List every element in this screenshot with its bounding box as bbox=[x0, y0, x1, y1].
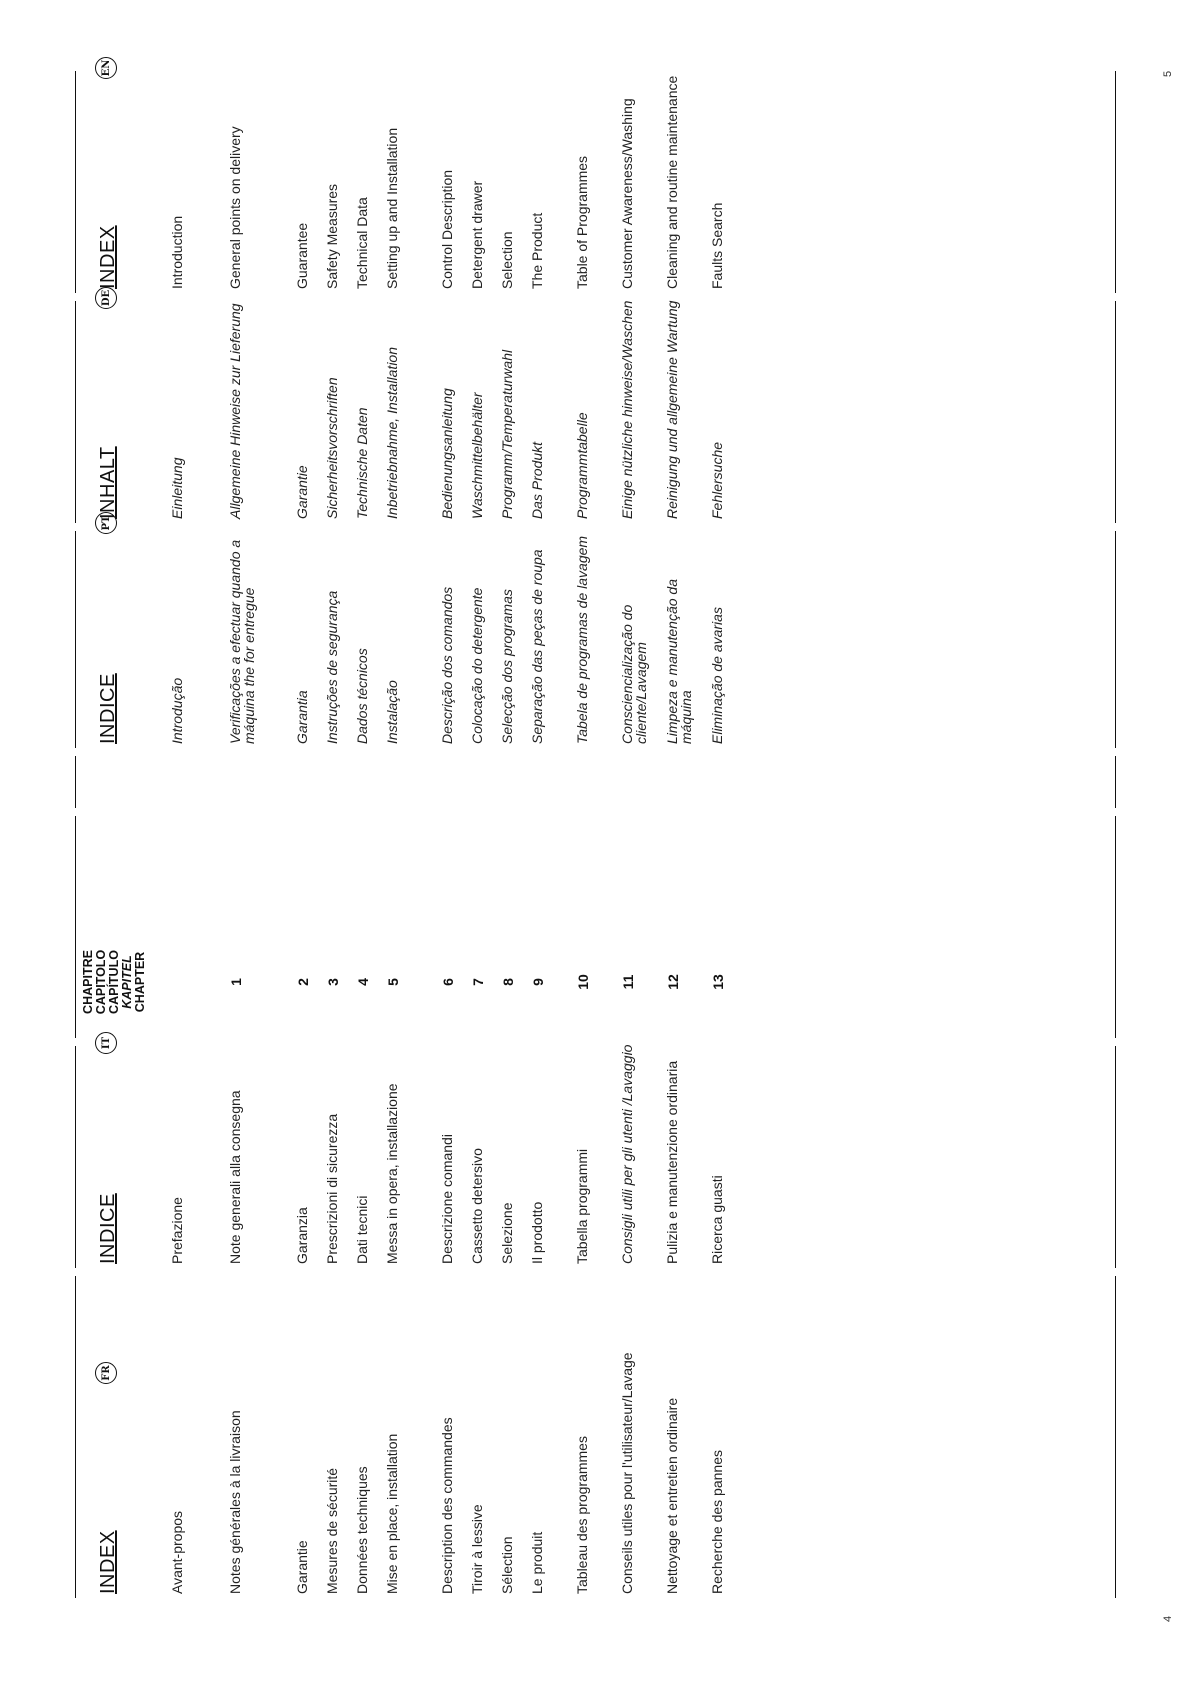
top-rule-3 bbox=[75, 756, 76, 808]
bottom-rule-4 bbox=[1115, 531, 1116, 748]
bottom-rule-0 bbox=[1115, 1276, 1116, 1598]
en-index-entry: General points on delivery bbox=[227, 126, 243, 289]
it-index-entry: Prefazione bbox=[169, 1197, 185, 1264]
pt-index-entry: Eliminação de avarias bbox=[709, 607, 725, 744]
en-index-entry: Faults Search bbox=[709, 202, 725, 289]
de-index-entry: Einleitung bbox=[169, 457, 185, 519]
de-index-entry: Das Produkt bbox=[529, 441, 545, 519]
en-index-title: INDEX bbox=[97, 225, 119, 289]
it-index-entry: Messa in opera, installazione bbox=[384, 1083, 400, 1264]
de-index-entry: Allgemeine Hinweise zur Lieferung bbox=[227, 303, 243, 519]
fr-index-entry: Données techniques bbox=[354, 1466, 370, 1594]
chapter-number: 10 bbox=[575, 974, 591, 990]
fr-index-entry: Notes générales à la livraison bbox=[227, 1410, 243, 1594]
en-index-entry: Introduction bbox=[169, 215, 185, 289]
de-index-entry: Einige nützliche hinweise/Waschen bbox=[619, 300, 635, 519]
en-index-entry: Guarantee bbox=[294, 222, 310, 289]
top-rule-1 bbox=[75, 1046, 76, 1268]
en-index-entry: Cleaning and routine maintenance bbox=[664, 75, 680, 289]
chapter-header-line: CHAPITRE bbox=[81, 950, 95, 1014]
chapter-number: 13 bbox=[710, 974, 726, 990]
chapter-number: 5 bbox=[385, 978, 401, 986]
en-index-entry: Customer Awareness/Washing bbox=[619, 98, 635, 289]
en-index-entry: Setting up and Installation bbox=[384, 127, 400, 289]
fr-index-entry: Tableau des programmes bbox=[574, 1436, 590, 1594]
it-language-badge: IT bbox=[95, 1032, 117, 1054]
de-index-entry: Sicherheitsvorschriften bbox=[324, 377, 340, 519]
en-index-entry: Technical Data bbox=[354, 197, 370, 289]
pt-index-entry: Limpeza e manutenção da máquina bbox=[664, 579, 694, 744]
it-index-entry: Tabella programmi bbox=[574, 1148, 590, 1264]
pt-index-entry: Consciencialização do cliente/Lavagem bbox=[619, 604, 649, 744]
fr-index-entry: Garantie bbox=[294, 1540, 310, 1594]
top-rule-5 bbox=[75, 301, 76, 523]
bottom-rule-3 bbox=[1115, 756, 1116, 808]
pt-index-entry: Dados técnicos bbox=[354, 648, 370, 744]
top-rule-0 bbox=[75, 1276, 76, 1598]
chapter-number: 11 bbox=[620, 974, 636, 990]
en-index-entry: Table of Programmes bbox=[574, 155, 590, 289]
page-number-left: 4 bbox=[1162, 1615, 1174, 1622]
pt-index-entry: Selecção dos programas bbox=[499, 589, 515, 744]
fr-index-entry: Recherche des pannes bbox=[709, 1450, 725, 1594]
fr-index-entry: Nettoyage et entretien ordinaire bbox=[664, 1397, 680, 1594]
it-index-entry: Pulizia e manutenzione ordinaria bbox=[664, 1060, 680, 1264]
de-index-entry: Programmtabelle bbox=[574, 412, 590, 519]
it-index-entry: Descrizione comandi bbox=[439, 1134, 455, 1264]
top-rule-4 bbox=[75, 531, 76, 748]
en-language-badge: EN bbox=[95, 57, 117, 79]
top-rule-2 bbox=[75, 816, 76, 1038]
en-index-entry: Detergent drawer bbox=[469, 180, 485, 289]
de-index-entry: Technische Daten bbox=[354, 407, 370, 519]
pt-index-entry: Instalação bbox=[384, 680, 400, 744]
chapter-number: 3 bbox=[325, 978, 341, 986]
pt-index-entry: Colocação do detergente bbox=[469, 587, 485, 744]
en-index-entry: Selection bbox=[499, 231, 515, 289]
bottom-rule-6 bbox=[1115, 71, 1116, 293]
chapter-number: 1 bbox=[228, 978, 244, 986]
chapter-number: 9 bbox=[530, 978, 546, 986]
top-rule-6 bbox=[75, 71, 76, 293]
de-language-badge: DE bbox=[95, 287, 117, 309]
pt-index-entry: Garantia bbox=[294, 690, 310, 744]
fr-index-entry: Tiroir à lessive bbox=[469, 1504, 485, 1594]
pt-index-entry: Verificações a efectuar quando a máquina the for entregue bbox=[227, 539, 257, 744]
it-index-entry: Ricerca guasti bbox=[709, 1175, 725, 1264]
en-index-entry: Control Description bbox=[439, 169, 455, 289]
de-index-entry: Reinigung und allgemeine Wartung bbox=[664, 300, 680, 519]
pt-index-entry: Descrição dos comandos bbox=[439, 586, 455, 744]
de-index-entry: Waschmittelbehälter bbox=[469, 392, 485, 519]
fr-index-title: INDEX bbox=[97, 1530, 119, 1594]
it-index-entry: Cassetto detersivo bbox=[469, 1148, 485, 1264]
fr-index-entry: Description des commandes bbox=[439, 1417, 455, 1594]
chapter-header-line: CHAPTER bbox=[133, 951, 147, 1013]
chapter-number: 12 bbox=[665, 974, 681, 990]
chapter-number: 6 bbox=[440, 978, 456, 986]
it-index-entry: Garanzia bbox=[294, 1207, 310, 1264]
bottom-rule-1 bbox=[1115, 1046, 1116, 1268]
pt-index-title: INDICE bbox=[97, 673, 119, 744]
it-index-entry: Prescrizioni di sicurezza bbox=[324, 1113, 340, 1264]
pt-language-badge: PT bbox=[95, 512, 117, 534]
pt-index-entry: Separação das peças de roupa bbox=[529, 549, 545, 744]
de-index-entry: Inbetriebnahme, Installation bbox=[384, 347, 400, 519]
fr-index-entry: Avant-propos bbox=[169, 1510, 185, 1594]
page-number-right: 5 bbox=[1162, 70, 1174, 77]
de-index-title: INHALT bbox=[97, 446, 119, 519]
en-index-entry: Safety Measures bbox=[324, 183, 340, 289]
fr-index-entry: Mesures de sécurité bbox=[324, 1467, 340, 1594]
chapter-header bbox=[82, 937, 147, 1027]
fr-index-entry: Conseils utiles pour l'utilisateur/Lavage bbox=[619, 1352, 635, 1594]
de-index-entry: Fehlersuche bbox=[709, 441, 725, 519]
chapter-header-line: KAPITEL bbox=[120, 955, 134, 1009]
de-index-entry: Programm/Temperaturwahl bbox=[499, 349, 515, 519]
it-index-entry: Il prodotto bbox=[529, 1201, 545, 1264]
bottom-rule-2 bbox=[1115, 816, 1116, 1038]
it-index-entry: Dati tecnici bbox=[354, 1195, 370, 1264]
pt-index-entry: Tabela de programas de lavagem bbox=[574, 535, 590, 744]
en-index-entry: The Product bbox=[529, 212, 545, 289]
it-index-entry: Note generali alla consegna bbox=[227, 1090, 243, 1264]
chapter-header-line: CAPITOLO bbox=[94, 949, 108, 1015]
fr-language-badge: FR bbox=[95, 1362, 117, 1384]
de-index-entry: Garantie bbox=[294, 465, 310, 519]
it-index-entry: Consigli utili per gli utenti /Lavaggio bbox=[619, 1044, 635, 1264]
fr-index-entry: Le produit bbox=[529, 1531, 545, 1594]
bottom-rule-5 bbox=[1115, 301, 1116, 523]
pt-index-entry: Instruções de segurança bbox=[324, 590, 340, 744]
chapter-number: 4 bbox=[355, 978, 371, 986]
chapter-number: 7 bbox=[470, 978, 486, 986]
chapter-number: 2 bbox=[295, 978, 311, 986]
fr-index-entry: Sélection bbox=[499, 1536, 515, 1594]
chapter-header-line: CAPÍTULO bbox=[107, 950, 121, 1014]
de-index-entry: Bedienungsanleitung bbox=[439, 388, 455, 519]
it-index-entry: Selezione bbox=[499, 1202, 515, 1264]
chapter-number: 8 bbox=[500, 978, 516, 986]
fr-index-entry: Mise en place, installation bbox=[384, 1433, 400, 1594]
it-index-title: INDICE bbox=[97, 1193, 119, 1264]
pt-index-entry: Introdução bbox=[169, 677, 185, 744]
